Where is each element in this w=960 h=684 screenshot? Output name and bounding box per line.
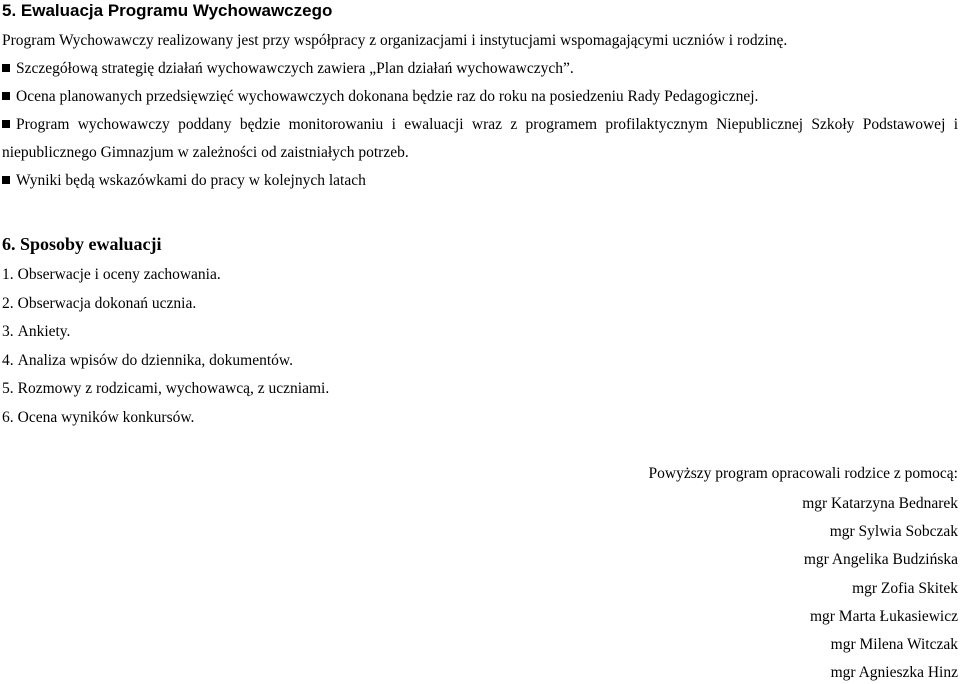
bullet-item xyxy=(2,115,958,135)
method-list-item xyxy=(2,379,329,399)
bullet-text: Wyniki będą wskazówkami do pracy w kolejnych latach xyxy=(16,172,366,189)
author-name: mgr Angelika Budzińska xyxy=(803,551,958,569)
section-6-heading: 6. Sposoby ewaluacji xyxy=(2,234,162,254)
list-item-text: Analiza wpisów do dziennika, dokumentów. xyxy=(17,351,293,369)
square-bullet-icon xyxy=(2,176,10,184)
authors-intro: Powyższy program opracowali rodzice z pomocą: xyxy=(648,465,958,482)
list-item-text: Obserwacje i oceny zachowania. xyxy=(17,266,221,283)
list-item-text: Obserwacja dokonań ucznia. xyxy=(17,294,197,312)
bullet-text: Program wychowawczy poddany będzie monitorowaniu i ewaluacji wraz z programem profilaktycznym Niepublicznej Szkoły Podstawowej i xyxy=(16,116,958,133)
section-5-intro: Program Wychowawczy realizowany jest przy współpracy z organizacjami i instytucjami wspomagającymi uczniów i rodzinę. xyxy=(2,32,788,49)
bullet-continuation: niepublicznego Gimnazjum w zależności od zaistniałych potrzeb. xyxy=(2,144,409,161)
author-name: mgr Agnieszka Hinz xyxy=(830,664,958,682)
author-name: mgr Milena Witczak xyxy=(830,636,958,653)
list-item-number: 5. xyxy=(2,380,14,398)
author-name: mgr Katarzyna Bednarek xyxy=(802,495,958,512)
author-name: mgr Marta Łukasiewicz xyxy=(809,607,958,625)
square-bullet-icon xyxy=(2,120,10,128)
section-5-heading: 5. Ewaluacja Programu Wychowawczego xyxy=(2,1,333,20)
list-item-number: 2. xyxy=(2,294,14,312)
bullet-text: Szczegółową strategię działań wychowawczych zawiera „Plan działań wychowawczych”. xyxy=(16,60,574,77)
list-item-number: 4. xyxy=(2,351,14,369)
list-item-text: Rozmowy z rodzicami, wychowawcą, z uczniami. xyxy=(17,380,330,398)
square-bullet-icon xyxy=(2,64,10,72)
list-item-number: 1. xyxy=(2,266,14,283)
bullet-item xyxy=(2,171,366,191)
list-item-text: Ocena wyników konkursów. xyxy=(17,409,195,426)
list-item-text: Ankiety. xyxy=(17,323,71,341)
list-item-number: 6. xyxy=(2,409,14,426)
author-name: mgr Zofia Skitek xyxy=(852,579,958,597)
method-list-item xyxy=(2,408,194,428)
bullet-item xyxy=(2,59,574,79)
method-list-item xyxy=(2,265,221,285)
method-list-item xyxy=(2,351,293,371)
method-list-item xyxy=(2,294,196,314)
bullet-item xyxy=(2,87,758,107)
author-name: mgr Sylwia Sobczak xyxy=(829,523,958,541)
list-item-number: 3. xyxy=(2,323,14,341)
bullet-text: Ocena planowanych przedsięwzięć wychowawczych dokonana będzie raz do roku na posiedzeniu Rady Pedagogicznej. xyxy=(16,88,759,105)
method-list-item xyxy=(2,322,70,342)
square-bullet-icon xyxy=(2,92,10,100)
